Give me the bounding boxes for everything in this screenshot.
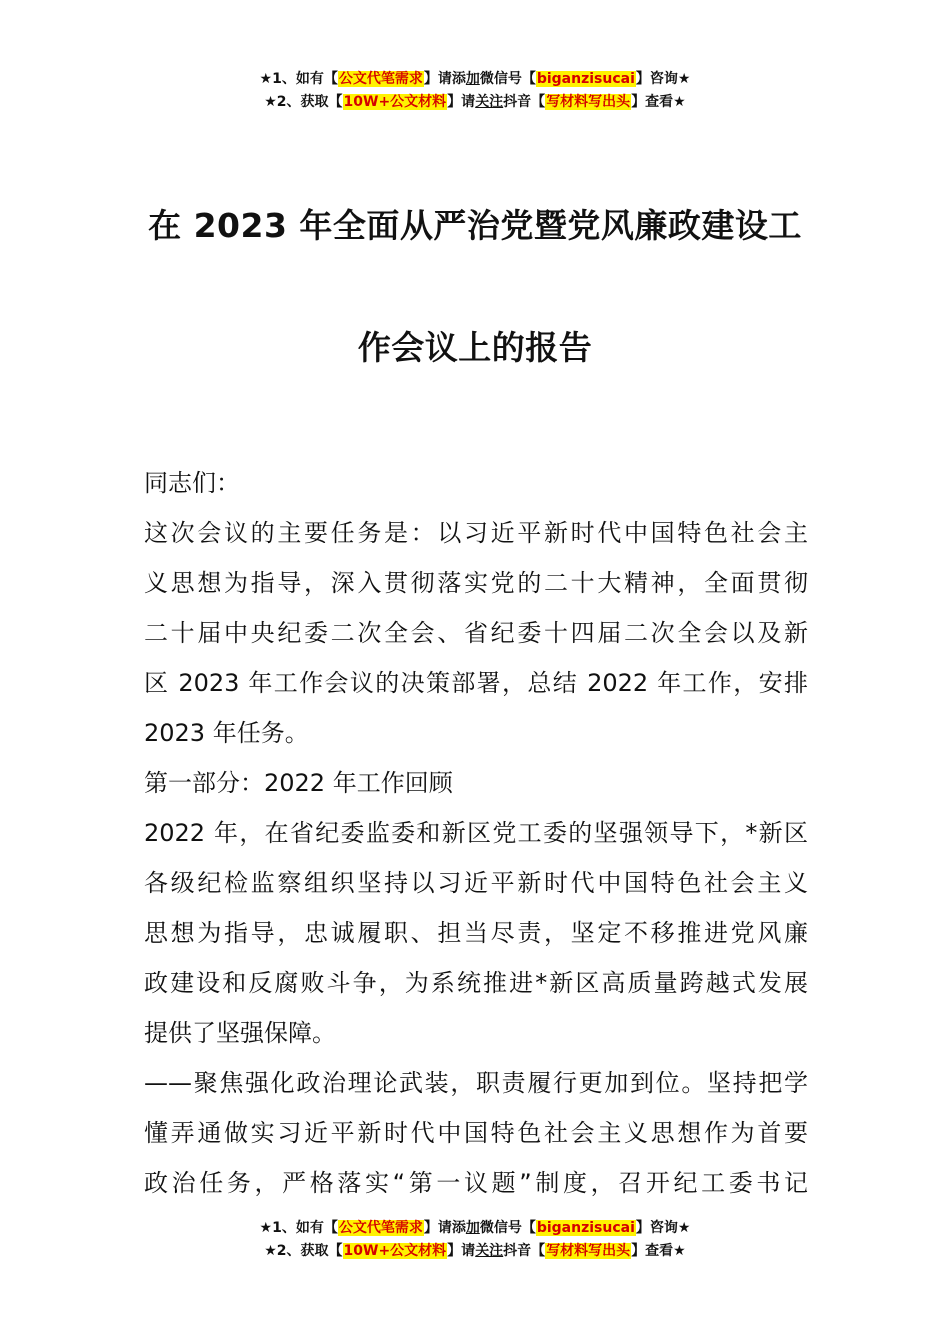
body-line: 二十届中央纪委二次全会、省纪委十四届二次全会以及新 — [144, 619, 808, 647]
promo-text: 抖音【 — [503, 1243, 546, 1259]
document-title-line-2: 作会议上的报告 — [357, 328, 593, 367]
promo-highlight: biganzisucai — [536, 1220, 635, 1236]
document-body — [144, 458, 808, 1208]
body-line: 这次会议的主要任务是：以习近平新时代中国特色社会主 — [144, 519, 808, 547]
promo-text: 】咨询★ — [635, 1220, 691, 1236]
promo-banner-bottom — [0, 1217, 950, 1263]
promo-text: ★1、如有【 — [259, 71, 338, 87]
promo-text: 】请 — [447, 94, 476, 110]
promo-text: ★2、获取【 — [264, 94, 343, 110]
body-line: 2023 年任务。 — [144, 719, 309, 747]
promo-underlined-text: 加 — [465, 71, 480, 87]
promo-text: ★2、获取【 — [264, 1243, 343, 1259]
promo-underlined-text: 关注 — [475, 94, 504, 110]
promo-text: 微信号【 — [479, 71, 536, 87]
promo-banner-top — [0, 68, 950, 114]
promo-underlined-text: 关注 — [475, 1243, 504, 1259]
promo-text: ★1、如有【 — [259, 1220, 338, 1236]
promo-highlight: 公文代笔需求 — [338, 71, 423, 87]
promo-text: 】请 — [447, 1243, 476, 1259]
promo-text: 】查看★ — [631, 1243, 686, 1259]
body-line: 政治任务，严格落实“第一议题”制度，召开纪工委书记 — [144, 1169, 808, 1197]
promo-line-1 — [0, 1217, 950, 1240]
body-line: 政建设和反腐败斗争，为系统推进*新区高质量跨越式发展 — [144, 969, 808, 997]
promo-underlined-text: 加 — [465, 1220, 480, 1236]
promo-highlight: 写材料写出头 — [546, 1243, 631, 1259]
body-line: 各级纪检监察组织坚持以习近平新时代中国特色社会主义 — [144, 869, 808, 897]
promo-text: 】查看★ — [631, 94, 686, 110]
promo-text: 微信号【 — [479, 1220, 536, 1236]
promo-highlight: 公文代笔需求 — [338, 1220, 423, 1236]
document-title-line-1: 在 2023 年全面从严治党暨党风廉政建设工 — [148, 206, 802, 245]
promo-text: 】请添 — [423, 1220, 466, 1236]
body-line: 2022 年，在省纪委监委和新区党工委的坚强领导下，*新区 — [144, 819, 808, 847]
promo-highlight: 写材料写出头 — [546, 94, 631, 110]
promo-line-2 — [0, 1240, 950, 1263]
promo-highlight: biganzisucai — [536, 71, 635, 87]
promo-text: 】请添 — [423, 71, 466, 87]
promo-line-1 — [0, 68, 950, 91]
body-line: 区 2023 年工作会议的决策部署，总结 2022 年工作，安排 — [144, 669, 808, 697]
body-line: 思想为指导，忠诚履职、担当尽责，坚定不移推进党风廉 — [144, 919, 808, 947]
body-line: 义思想为指导，深入贯彻落实党的二十大精神，全面贯彻 — [144, 569, 808, 597]
salutation: 同志们： — [144, 469, 240, 497]
body-line: 懂弄通做实习近平新时代中国特色社会主义思想作为首要 — [144, 1119, 808, 1147]
promo-highlight: 10W+公文材料 — [343, 1243, 447, 1259]
body-line: ——聚焦强化政治理论武装，职责履行更加到位。坚持把学 — [144, 1069, 808, 1097]
promo-line-2 — [0, 91, 950, 114]
promo-highlight: 10W+公文材料 — [343, 94, 447, 110]
body-line: 提供了坚强保障。 — [144, 1019, 336, 1047]
promo-text: 抖音【 — [503, 94, 546, 110]
section-heading: 第一部分：2022 年工作回顾 — [144, 769, 453, 797]
promo-text: 】咨询★ — [635, 71, 691, 87]
